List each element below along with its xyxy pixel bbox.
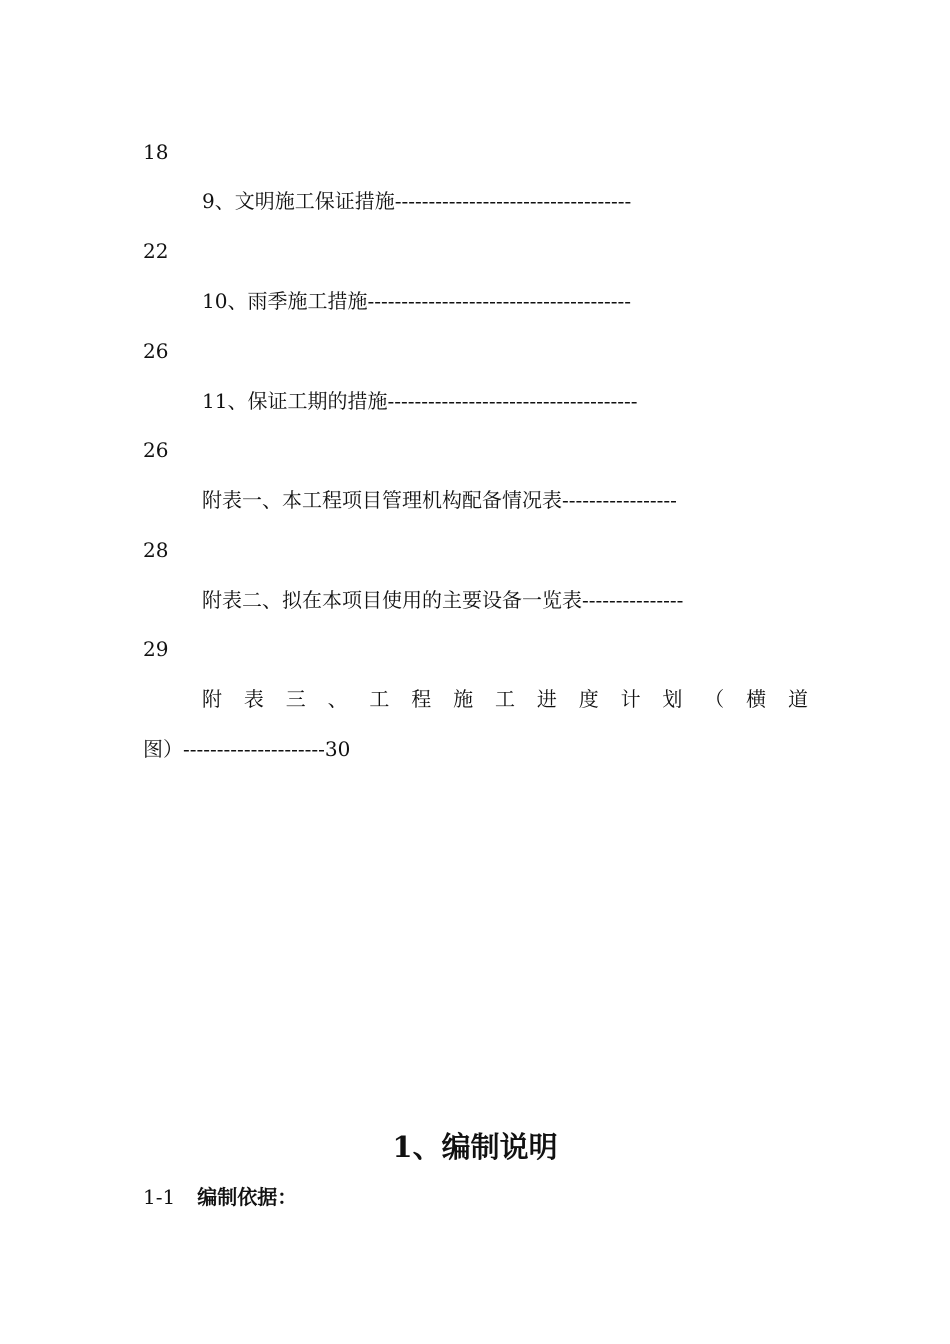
toc-entry-appendix-3: 附表三、工程施工进度计划（横道 (202, 687, 808, 711)
section-title: 1、编制说明 (392, 1130, 558, 1164)
toc-page-number: 18 (143, 140, 169, 164)
toc-entry-rainy-season: 10、雨季施工措施--------------------------------------- (202, 289, 632, 313)
toc-page-number: 22 (143, 239, 169, 263)
toc-page-number: 26 (143, 339, 169, 363)
subsection-heading (143, 1183, 297, 1211)
subsection-title: 编制依据： (197, 1185, 298, 1209)
toc-page-number: 29 (143, 637, 169, 661)
toc-page-number: 26 (143, 438, 169, 462)
toc-entry-civilized-construction: 9、文明施工保证措施----------------------------------- (202, 189, 632, 213)
toc-page-number: 28 (143, 538, 169, 562)
toc-entry-schedule-guarantee: 11、保证工期的措施------------------------------------- (202, 389, 638, 413)
toc-entry-appendix-2: 附表二、拟在本项目使用的主要设备一览表--------------- (202, 588, 684, 612)
toc-entry-appendix-3-continued: 图）---------------------30 (143, 737, 351, 761)
toc-entry-appendix-1: 附表一、本工程项目管理机构配备情况表----------------- (202, 488, 677, 512)
subsection-number: 1-1 (143, 1185, 176, 1209)
